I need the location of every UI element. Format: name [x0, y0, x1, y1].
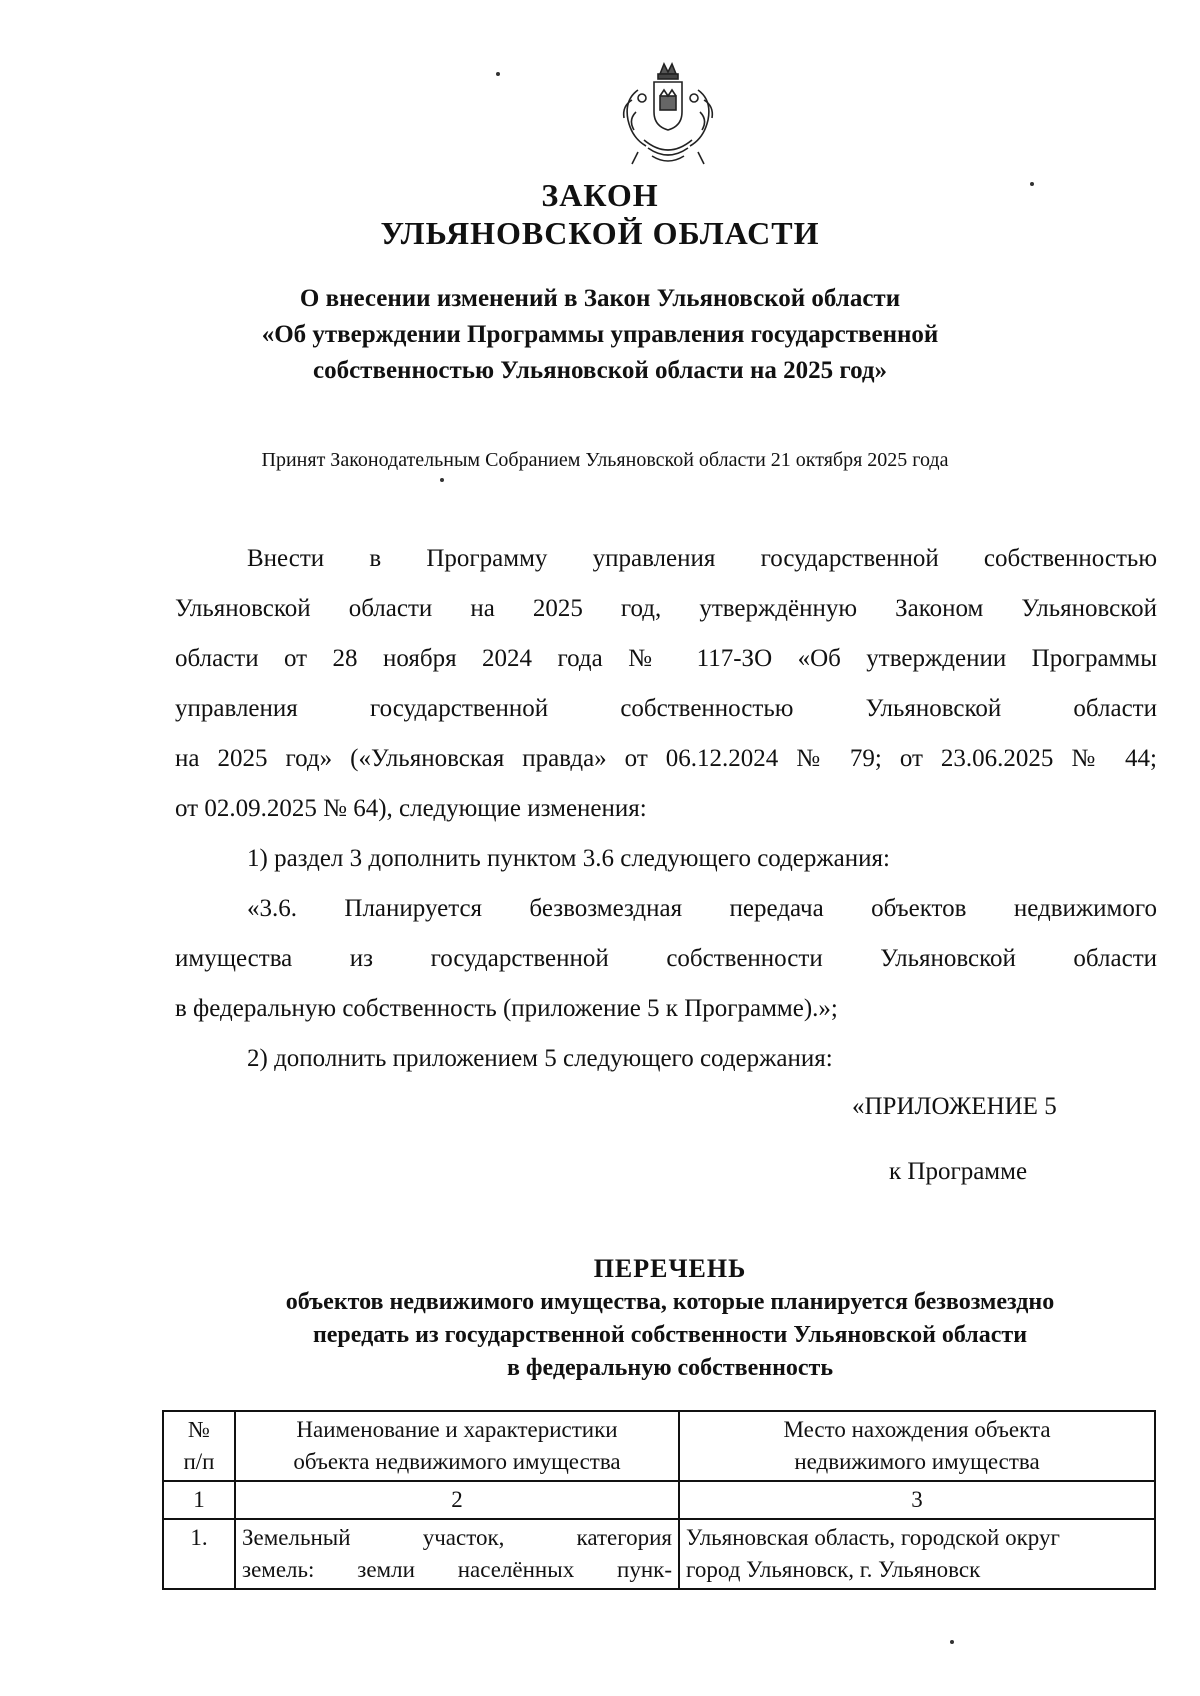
row-name-line: земель: земли населённых пунк-	[242, 1557, 672, 1582]
row-number: 1.	[163, 1519, 235, 1589]
intro-line: области от 28 ноября 2024 года № 117-ЗО «Об утверждении Программы	[175, 645, 1157, 672]
quote-line: «3.6. Планируется безвозмездная передача объектов недвижимого	[247, 895, 1157, 922]
intro-line: управления государственной собственностью Ульяновской области	[175, 695, 1157, 722]
appendix-to: к Программе	[889, 1158, 1028, 1185]
list-title: ПЕРЕЧЕНЬ	[593, 1254, 747, 1283]
list-subtitle-line-2: передать из государственной собственности Ульяновской области	[312, 1322, 1028, 1348]
list-subtitle-line-1: объектов недвижимого имущества, которые планируется безвозмездно	[285, 1289, 1055, 1315]
property-table	[162, 1410, 1156, 1590]
law-title: ЗАКОН	[541, 177, 659, 213]
intro-line: Ульяновской области на 2025 год, утверждённую Законом Ульяновской	[175, 595, 1157, 622]
item-1-quote	[175, 884, 1157, 1034]
law-region: УЛЬЯНОВСКОЙ ОБЛАСТИ	[380, 215, 820, 251]
table-row	[163, 1519, 1155, 1589]
intro-line: Внести в Программу управления государственной собственностью	[247, 545, 1157, 572]
column-number: 1	[163, 1481, 235, 1519]
law-subtitle-line-1: О внесении изменений в Закон Ульяновской области	[299, 285, 901, 312]
intro-paragraph	[175, 534, 1157, 834]
row-location-line: Ульяновская область, городской округ	[686, 1525, 1060, 1550]
intro-line: от 02.09.2025 № 64), следующие изменения:	[175, 795, 647, 822]
table-header-row	[163, 1411, 1155, 1481]
row-location-cell	[679, 1519, 1155, 1589]
quote-line: в федеральную собственность (приложение 5 к Программе).»;	[175, 995, 838, 1022]
adoption-note: Принят Законодательным Собранием Ульяновской области 21 октября 2025 года	[261, 449, 949, 471]
intro-line: на 2025 год» («Ульяновская правда» от 06.12.2024 № 79; от 23.06.2025 № 44;	[175, 745, 1157, 772]
quote-line: имущества из государственной собственности Ульяновской области	[175, 945, 1157, 972]
scan-speck	[1030, 182, 1034, 186]
law-subtitle-line-2: «Об утверждении Программы управления государственной	[261, 321, 939, 348]
row-name-line: Земельный участок, категория	[242, 1525, 672, 1550]
column-header-location: Место нахождения объекта недвижимого имущества	[679, 1411, 1155, 1481]
scan-speck	[950, 1640, 954, 1644]
law-subtitle-line-3: собственностью Ульяновской области на 2025 год»	[312, 357, 888, 384]
scan-speck	[440, 478, 444, 482]
appendix-label: «ПРИЛОЖЕНИЕ 5	[852, 1093, 1057, 1120]
column-header-name: Наименование и характеристики объекта недвижимого имущества	[235, 1411, 679, 1481]
row-location-line: город Ульяновск, г. Ульяновск	[686, 1557, 981, 1582]
item-1: 1) раздел 3 дополнить пунктом 3.6 следующего содержания:	[247, 845, 890, 872]
column-number: 3	[679, 1481, 1155, 1519]
table-column-numbers-row	[163, 1481, 1155, 1519]
column-header-number: № п/п	[163, 1411, 235, 1481]
coat-of-arms-emblem	[608, 60, 728, 172]
row-name-cell	[235, 1519, 679, 1589]
list-subtitle-line-3: в федеральную собственность	[506, 1355, 834, 1381]
scan-speck	[496, 72, 500, 76]
column-number: 2	[235, 1481, 679, 1519]
item-2: 2) дополнить приложением 5 следующего содержания:	[247, 1045, 833, 1072]
